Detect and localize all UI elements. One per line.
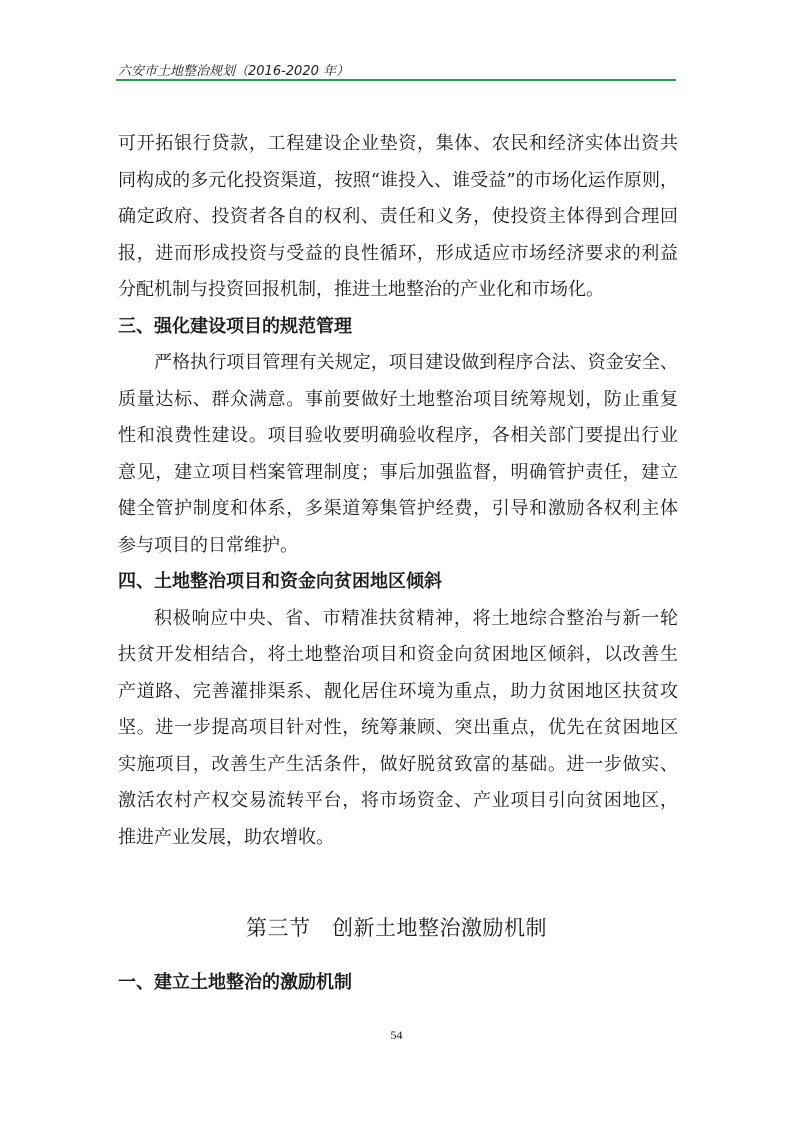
text-line: 性和浪费性建设。项目验收要明确验收程序，各相关部门要提出行业 [118, 425, 678, 446]
header-divider [116, 79, 676, 81]
text-line: 激活农村产权交易流转平台，将市场资金、产业项目引向贫困地区， [118, 790, 678, 811]
text-line: 确定政府、投资者各自的权利、责任和义务，使投资主体得到合理回 [118, 206, 678, 227]
heading-poverty-areas: 四、土地整治项目和资金向贫困地区倾斜 [118, 571, 442, 592]
text-line: 产道路、完善灌排渠系、靓化居住环境为重点，助力贫困地区扶贫攻 [118, 680, 678, 702]
body-content [118, 126, 678, 856]
text-line: 扶贫开发相结合，将土地整治项目和资金向贫困地区倾斜，以改善生 [118, 644, 678, 665]
text-line: 可开拓银行贷款，工程建设企业垫资，集体、农民和经济实体出资共 [118, 133, 678, 154]
paragraph-financing [118, 126, 678, 309]
paragraph-project-management [118, 345, 678, 564]
page-number: 54 [390, 1028, 403, 1042]
text-line: 分配机制与投资回报机制，推进土地整治的产业化和市场化。 [118, 279, 604, 300]
text-line: 积极响应中央、省、市精准扶贫精神，将土地综合整治与新一轮 [154, 607, 678, 629]
section-title: 第三节 创新土地整治激励机制 [246, 916, 547, 940]
text-line: 意见，建立项目档案管理制度；事后加强监督，明确管护责任，建立 [118, 461, 678, 483]
paragraph-poverty-areas [118, 601, 678, 857]
text-line: 严格执行项目管理有关规定，项目建设做到程序合法、资金安全、 [154, 352, 678, 373]
text-line: 同构成的多元化投资渠道，按照“谁投入、谁受益”的市场化运作原则， [118, 169, 678, 191]
text-line: 参与项目的日常维护。 [118, 534, 298, 556]
text-line: 报，进而形成投资与受益的良性循环，形成适应市场经济要求的利益 [118, 242, 678, 264]
text-line: 健全管护制度和体系，多渠道筹集管护经费，引导和激励各权利主体 [118, 498, 678, 519]
running-header: 六安市土地整治规划（2016-2020 年） [118, 64, 349, 79]
text-line: 推进产业发展，助农增收。 [118, 826, 334, 848]
heading-project-management: 三、强化建设项目的规范管理 [118, 315, 352, 337]
text-line: 质量达标、群众满意。事前要做好土地整治项目统筹规划，防止重复 [118, 388, 678, 410]
heading-incentive-mechanism: 一、建立土地整治的激励机制 [118, 972, 352, 993]
text-line: 坚。进一步提高项目针对性，统筹兼顾、突出重点，优先在贫困地区 [118, 717, 678, 738]
text-line: 实施项目，改善生产生活条件，做好脱贫致富的基础。进一步做实、 [118, 753, 678, 775]
